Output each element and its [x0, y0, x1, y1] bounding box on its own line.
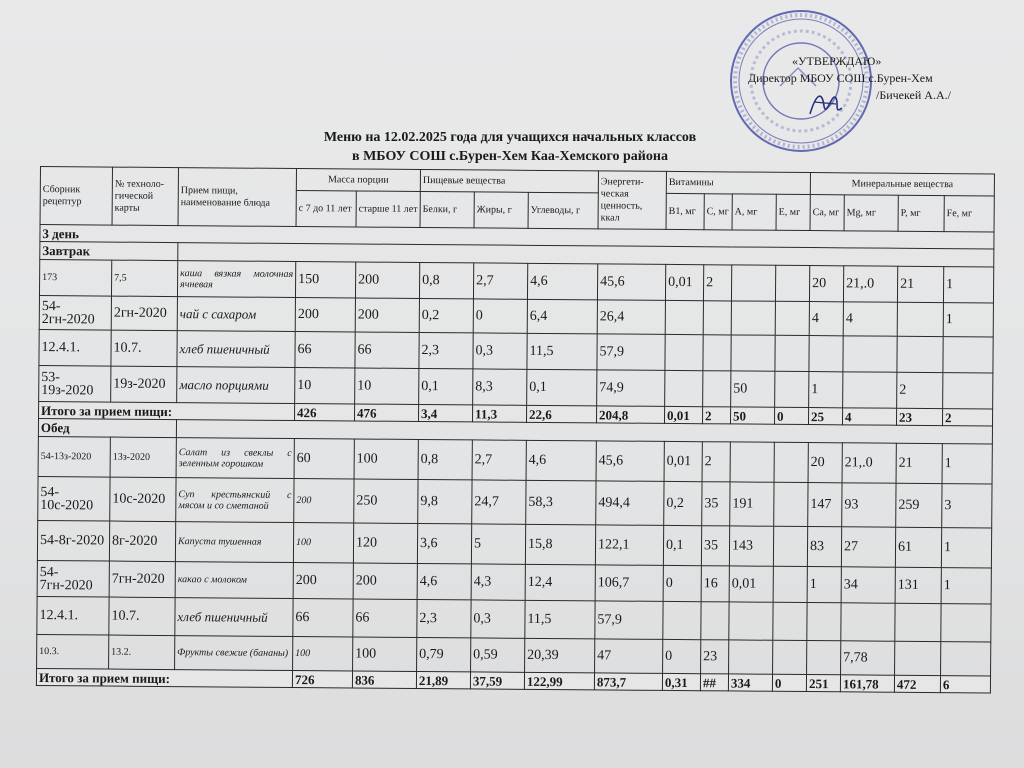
header-ca: Ca, мг — [810, 195, 844, 231]
cell-dish-name: какао с молоком — [175, 562, 293, 599]
header-nutrients: Пищевые вещества — [420, 169, 598, 192]
cell-collection: 12.4.1. — [37, 596, 109, 635]
cell-fat: 4,3 — [471, 564, 525, 600]
cell-protein: 0,1 — [419, 368, 473, 404]
total-p: 472 — [894, 675, 940, 692]
cell-fat: 8,3 — [473, 369, 527, 405]
cell-p: 2 — [897, 372, 943, 408]
cell-dish-name: Капуста тушенная — [175, 522, 293, 563]
cell-ca: 147 — [808, 483, 842, 527]
cell-mass-7-11: 66 — [293, 599, 353, 637]
total-mg: 4 — [843, 408, 897, 425]
cell-c — [703, 335, 731, 371]
header-age-7-11: с 7 до 11 лет — [296, 191, 356, 227]
approval-heading: «УТВЕРЖДАЮ» — [792, 54, 882, 68]
cell-mg — [843, 372, 897, 408]
cell-fat: 5 — [471, 524, 525, 564]
cell-fat: 2,7 — [473, 263, 527, 299]
header-portion-mass: Масса порции — [296, 169, 420, 192]
cell-e — [775, 265, 809, 301]
cell-mass-7-11: 60 — [294, 439, 354, 479]
cell-ca: 1 — [807, 567, 841, 603]
approval-block — [748, 53, 988, 104]
cell-c: 2 — [703, 265, 731, 301]
cell-a — [729, 602, 773, 640]
cell-carbs: 6,4 — [527, 299, 597, 334]
cell-mass-7-11: 66 — [295, 332, 355, 368]
total-mass-11-plus: 836 — [352, 671, 416, 689]
cell-p — [895, 641, 941, 675]
cell-card-no: 13з-2020 — [110, 437, 176, 478]
header-energy: Энергети-ческая ценность, ккал — [598, 171, 666, 230]
menu-table — [36, 166, 995, 693]
cell-p: 131 — [895, 567, 941, 603]
cell-mg: 93 — [842, 483, 896, 527]
cell-protein: 2,3 — [417, 599, 471, 637]
header-a: А, мг — [732, 194, 776, 230]
total-e: 0 — [774, 407, 808, 424]
cell-card-no: 10с-2020 — [110, 477, 176, 522]
total-mass-7-11: 726 — [292, 670, 352, 687]
cell-protein: 0,79 — [417, 637, 471, 671]
cell-mass-11-plus: 200 — [353, 563, 417, 600]
total-fat: 11,3 — [473, 405, 527, 422]
cell-b1: 0 — [663, 565, 701, 601]
cell-card-no: 7,5 — [111, 260, 177, 297]
cell-mass-11-plus: 100 — [354, 439, 418, 480]
cell-carbs: 4,6 — [526, 440, 596, 481]
cell-mass-7-11: 200 — [295, 298, 355, 332]
total-fe: 2 — [943, 409, 993, 426]
header-fe: Fe, мг — [944, 196, 994, 232]
cell-card-no: 8г-2020 — [109, 521, 175, 562]
total-fe: 6 — [940, 676, 990, 693]
cell-c: 35 — [701, 526, 729, 566]
cell-a — [729, 640, 773, 674]
cell-mass-11-plus: 66 — [353, 599, 417, 638]
cell-dish-name: Салат из свеклы с зеленным горошком — [176, 438, 294, 479]
cell-a — [730, 442, 774, 482]
cell-protein: 9,8 — [418, 479, 472, 523]
header-age-11-plus: старше 11 лет — [356, 191, 420, 228]
menu-table-wrapper — [36, 166, 994, 693]
total-p: 23 — [897, 408, 943, 425]
cell-fe: 3 — [942, 484, 992, 528]
cell-fe: 1 — [943, 267, 993, 303]
cell-mg — [843, 336, 897, 372]
total-a: 334 — [728, 674, 772, 691]
cell-ca: 4 — [809, 302, 843, 336]
cell-carbs: 4,6 — [527, 263, 597, 300]
total-c: 2 — [702, 407, 730, 424]
cell-carbs: 0,1 — [527, 369, 597, 406]
cell-fe: 1 — [941, 568, 991, 604]
cell-collection: 54-7гн-2020 — [37, 560, 109, 597]
cell-fe — [943, 337, 993, 373]
cell-protein: 0,8 — [419, 262, 473, 298]
cell-mass-11-plus: 200 — [355, 298, 419, 333]
header-e: Е, мг — [776, 194, 810, 230]
total-c: ## — [700, 674, 728, 691]
cell-protein: 3,6 — [417, 523, 471, 563]
cell-fe — [941, 604, 991, 642]
cell-p — [895, 603, 941, 641]
cell-dish-name: масло порциями — [177, 367, 295, 404]
cell-collection: 12.4.1. — [39, 329, 111, 366]
cell-fe: 1 — [941, 528, 991, 568]
cell-a: 0,01 — [729, 566, 773, 602]
header-minerals: Минеральные вещества — [810, 173, 994, 196]
cell-fe — [943, 373, 993, 409]
cell-p: 21 — [896, 443, 942, 483]
cell-fat: 0,59 — [471, 638, 525, 672]
cell-mass-7-11: 200 — [294, 479, 354, 523]
cell-energy: 45,6 — [597, 264, 665, 301]
cell-c: 2 — [702, 442, 730, 482]
cell-mass-11-plus: 100 — [353, 637, 417, 672]
cell-card-no: 2гн-2020 — [111, 296, 177, 331]
total-ca: 25 — [809, 408, 843, 425]
approval-signatory: /Бичекей А.А./ — [876, 88, 951, 102]
cell-ca — [809, 336, 843, 372]
day-label: 3 день — [40, 225, 994, 249]
cell-carbs: 15,8 — [525, 524, 595, 565]
total-energy: 204,8 — [596, 406, 664, 424]
cell-card-no: 19з-2020 — [111, 366, 177, 403]
total-mass-11-plus: 476 — [355, 404, 419, 422]
cell-energy: 45,6 — [596, 441, 664, 482]
cell-protein: 4,6 — [417, 563, 471, 599]
cell-energy: 106,7 — [595, 565, 663, 602]
cell-b1: 0,01 — [665, 264, 703, 300]
cell-e — [775, 371, 809, 407]
total-label: Итого за прием пищи: — [36, 668, 292, 687]
header-p: P, мг — [898, 195, 944, 231]
cell-mass-7-11: 10 — [295, 368, 355, 404]
cell-dish-name: Фрукты свежие (бананы) — [175, 636, 293, 671]
cell-b1 — [663, 601, 701, 639]
total-carbs: 22,6 — [527, 405, 597, 423]
cell-p — [897, 302, 943, 336]
cell-a: 143 — [729, 526, 773, 566]
cell-p: 259 — [896, 483, 942, 527]
total-fat: 37,59 — [470, 672, 524, 689]
cell-protein: 0,8 — [418, 439, 472, 479]
cell-mass-7-11: 200 — [293, 563, 353, 599]
total-b1: 0,01 — [664, 406, 702, 423]
cell-e — [774, 442, 808, 482]
cell-e — [773, 602, 807, 640]
cell-mass-7-11: 100 — [293, 523, 353, 563]
header-fat: Жиры, г — [474, 192, 528, 228]
cell-carbs: 12,4 — [525, 564, 595, 601]
header-vitamins: Витамины — [666, 171, 810, 194]
cell-p: 61 — [895, 527, 941, 567]
cell-ca — [807, 603, 841, 641]
cell-collection: 54-8г-2020 — [37, 520, 109, 561]
cell-energy: 74,9 — [597, 370, 665, 407]
cell-collection: 173 — [39, 260, 111, 297]
cell-mass-7-11: 150 — [295, 262, 355, 298]
cell-mg: 21,.0 — [842, 443, 896, 483]
cell-mass-11-plus: 200 — [355, 262, 419, 299]
cell-b1 — [665, 370, 703, 406]
title-line-2: в МБОУ СОШ с.Бурен-Хем Каа-Хемского района — [352, 149, 668, 164]
cell-mg: 4 — [843, 302, 897, 336]
total-b1: 0,31 — [662, 673, 700, 690]
cell-card-no: 10.7. — [111, 330, 177, 367]
cell-e — [774, 482, 808, 526]
cell-a: 50 — [731, 371, 775, 407]
cell-fat: 0 — [473, 299, 527, 333]
cell-mg: 7,78 — [841, 641, 895, 675]
cell-dish-name: чай с сахаром — [177, 297, 295, 332]
cell-mg — [841, 603, 895, 641]
cell-mg: 27 — [841, 527, 895, 567]
cell-b1: 0 — [663, 639, 701, 673]
cell-collection: 10.3. — [37, 634, 109, 669]
total-carbs: 122,99 — [524, 672, 594, 690]
header-protein: Белки, г — [420, 191, 474, 227]
cell-collection: 54-13з-2020 — [38, 436, 110, 477]
cell-b1 — [665, 334, 703, 370]
total-ca: 251 — [806, 675, 840, 692]
cell-ca: 20 — [808, 443, 842, 483]
cell-fat: 2,7 — [472, 440, 526, 480]
cell-fat: 24,7 — [472, 480, 526, 524]
cell-collection: 54-10с-2020 — [38, 476, 110, 521]
cell-mass-11-plus: 10 — [355, 368, 419, 405]
cell-carbs: 20,39 — [525, 638, 595, 673]
header-meal-name: Прием пищи, наименование блюда — [178, 168, 296, 227]
cell-e — [775, 301, 809, 335]
page-title — [170, 128, 850, 166]
cell-c: 16 — [701, 566, 729, 602]
meal-label: Завтрак — [40, 242, 178, 261]
cell-mg: 21,.0 — [843, 266, 897, 302]
cell-a — [731, 301, 775, 335]
cell-b1: 0,1 — [663, 525, 701, 565]
title-line-1: Меню на 12.02.2025 года для учащихся начальных классов — [323, 130, 697, 145]
cell-e — [775, 335, 809, 371]
cell-a — [731, 335, 775, 371]
total-mass-7-11: 426 — [295, 404, 355, 421]
cell-ca: 20 — [809, 266, 843, 302]
total-label: Итого за прием пищи: — [39, 401, 295, 420]
cell-energy: 57,9 — [595, 601, 663, 640]
cell-protein: 0,2 — [419, 298, 473, 332]
cell-p: 21 — [897, 266, 943, 302]
cell-protein: 2,3 — [419, 332, 473, 368]
total-protein: 3,4 — [419, 404, 473, 421]
header-c: C, мг — [704, 194, 732, 230]
header-card-no: № техноло-гической карты — [112, 167, 178, 226]
cell-energy: 26,4 — [597, 300, 665, 335]
cell-fe: 1 — [942, 444, 992, 484]
total-mg: 161,78 — [840, 675, 894, 692]
cell-card-no: 13.2. — [109, 635, 175, 670]
cell-ca — [807, 641, 841, 675]
cell-mass-11-plus: 66 — [355, 332, 419, 369]
cell-card-no: 10.7. — [109, 597, 175, 636]
cell-c — [701, 602, 729, 640]
cell-carbs: 58,3 — [526, 480, 596, 525]
cell-a — [731, 265, 775, 301]
cell-energy: 57,9 — [597, 334, 665, 371]
cell-fat: 0,3 — [471, 600, 525, 638]
cell-energy: 47 — [595, 639, 663, 674]
cell-carbs: 11,5 — [525, 600, 595, 639]
cell-c: 35 — [702, 482, 730, 526]
dish-row — [38, 476, 992, 527]
cell-dish-name: Суп крестьянский с мясом и со сметаной — [176, 478, 294, 523]
cell-e — [773, 526, 807, 566]
cell-collection: 54-2гн-2020 — [39, 295, 111, 330]
cell-fe — [941, 642, 991, 676]
cell-b1 — [665, 300, 703, 334]
cell-fat: 0,3 — [473, 333, 527, 369]
cell-b1: 0,2 — [664, 481, 702, 525]
cell-collection: 53-19з-2020 — [39, 365, 111, 402]
cell-c: 23 — [701, 640, 729, 674]
cell-energy: 494,4 — [596, 481, 664, 526]
cell-dish-name: хлеб пшеничный — [177, 331, 295, 368]
cell-c — [703, 371, 731, 407]
approval-position: Директор МБОУ СОШ с.Бурен-Хем — [748, 71, 933, 85]
total-e: 0 — [772, 674, 806, 691]
cell-mg: 34 — [841, 567, 895, 603]
cell-p — [897, 336, 943, 372]
cell-a: 191 — [730, 482, 774, 526]
header-carbs: Углеводы, г — [528, 192, 598, 229]
meal-label: Обед — [38, 418, 176, 437]
cell-mass-11-plus: 120 — [353, 523, 417, 564]
header-mg: Mg, мг — [844, 195, 898, 231]
cell-card-no: 7гн-2020 — [109, 561, 175, 598]
cell-ca: 1 — [809, 372, 843, 408]
total-a: 50 — [730, 407, 774, 424]
cell-fe: 1 — [943, 303, 993, 337]
cell-e — [773, 566, 807, 602]
header-b1: B1, мг — [666, 193, 704, 229]
header-collection: Сборник рецептур — [40, 167, 112, 226]
cell-ca: 83 — [807, 527, 841, 567]
cell-c — [703, 301, 731, 335]
cell-carbs: 11,5 — [527, 333, 597, 370]
cell-b1: 0,01 — [664, 441, 702, 481]
total-protein: 21,89 — [416, 671, 470, 688]
cell-e — [773, 640, 807, 674]
cell-dish-name: хлеб пшеничный — [175, 598, 293, 637]
total-energy: 873,7 — [594, 673, 662, 691]
cell-energy: 122,1 — [595, 525, 663, 566]
cell-dish-name: каша вязкая молочная ячневая — [177, 261, 295, 298]
cell-mass-7-11: 100 — [293, 637, 353, 671]
cell-mass-11-plus: 250 — [354, 479, 418, 524]
